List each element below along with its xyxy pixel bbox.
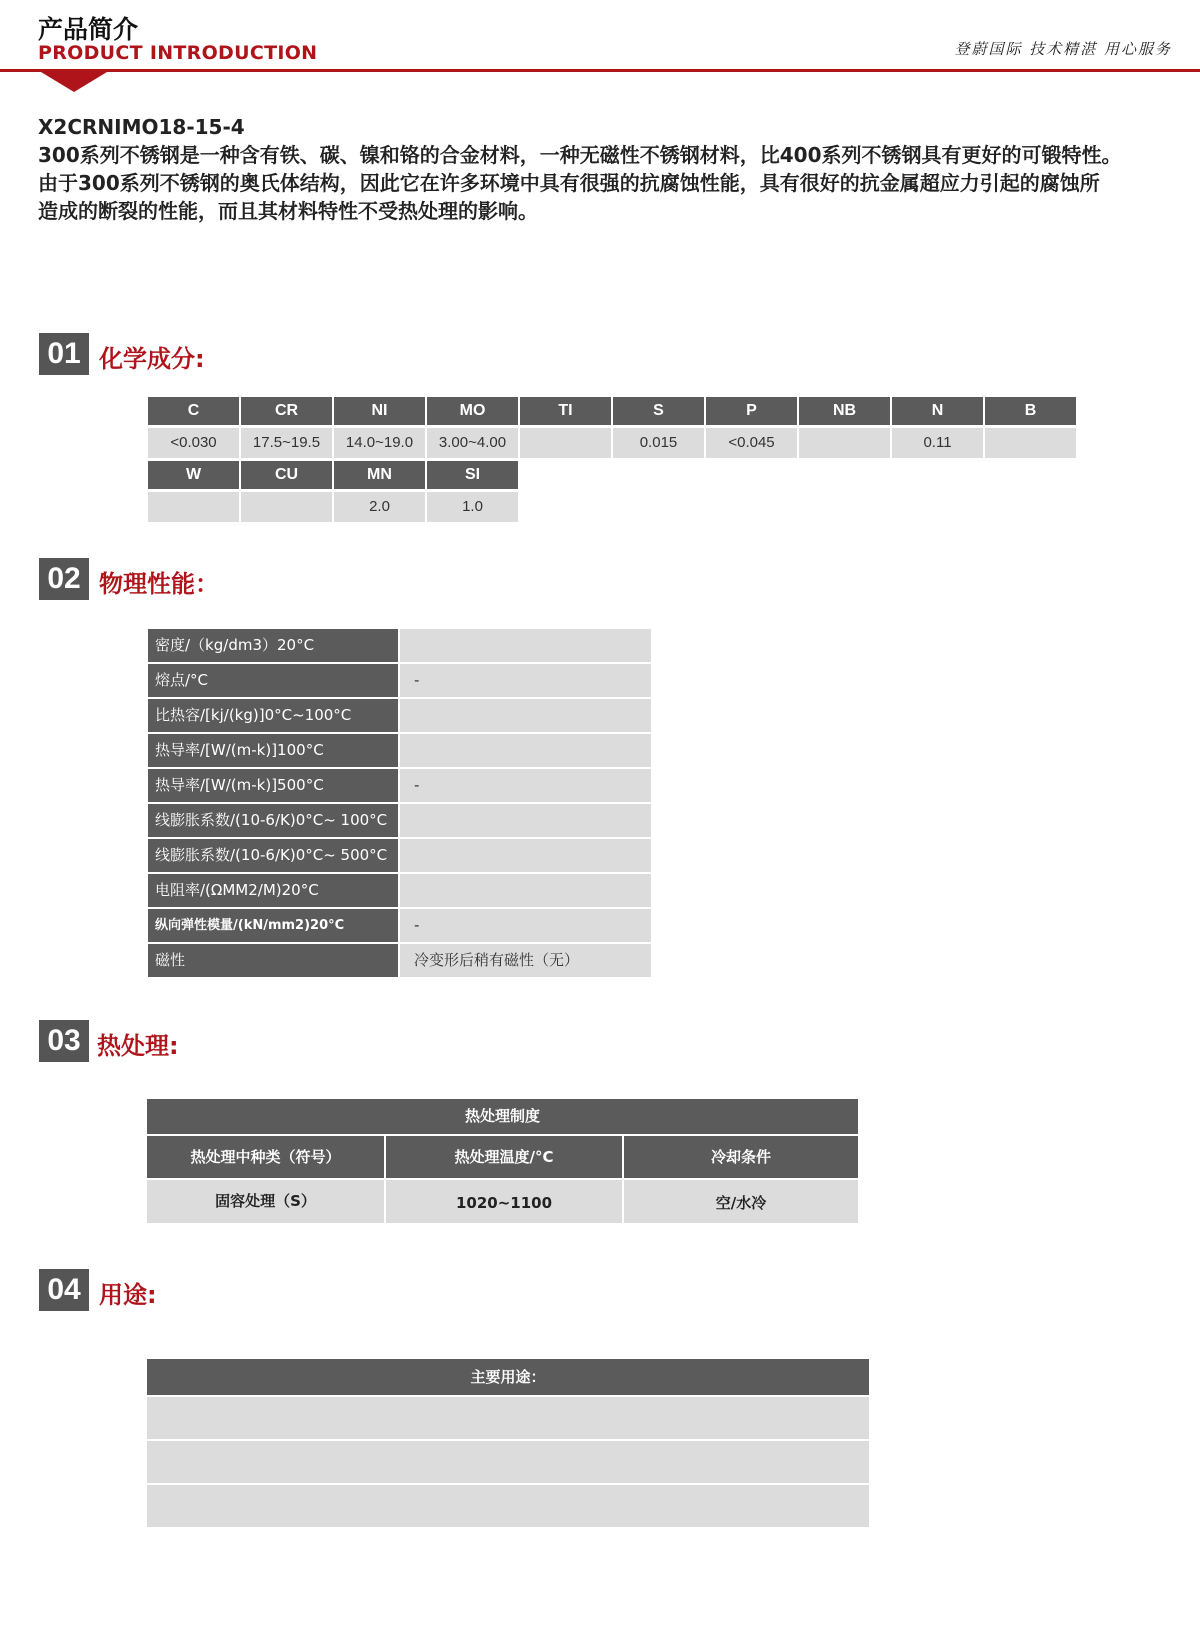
phys-label-cell: 线膨胀系数/(10-6/K)0°C~ 500°C [148,839,398,872]
chem-value-cell: 1.0 [427,492,518,522]
chem-value-cell [520,428,611,458]
chem-value-cell: 0.11 [892,428,983,458]
section-number: 02 [39,558,89,600]
heat-header-cell: 热处理中种类（符号） [147,1136,384,1178]
heat-header-cell: 冷却条件 [624,1136,858,1178]
header-slogan: 登蔚国际 技术精湛 用心服务 [954,40,1172,58]
phys-value-cell [400,839,651,872]
phys-value-cell [400,874,651,907]
phys-value-cell: - [400,909,651,942]
section-title: 热处理: [97,1032,179,1060]
chem-value-cell [241,492,332,522]
phys-label-cell: 密度/（kg/dm3）20°C [148,629,398,662]
chem-value-cell: 17.5~19.5 [241,428,332,458]
chem-value-cell: 2.0 [334,492,425,522]
phys-label-cell: 热导率/[W/(m-k)]500°C [148,769,398,802]
section-number: 04 [39,1269,89,1311]
header-title-cn: 产品简介 [38,15,139,44]
intro-line: 造成的断裂的性能，而且其材料特性不受热处理的影响。 [38,199,538,223]
section-title: 化学成分: [99,345,205,373]
heat-value-cell: 空/水冷 [624,1180,858,1223]
section-title: 物理性能： [99,570,219,598]
chem-value-cell: 3.00~4.00 [427,428,518,458]
phys-value-cell [400,804,651,837]
phys-label-cell: 纵向弹性模量/(kN/mm2)20°C [148,909,398,942]
usage-table-title: 主要用途： [147,1359,869,1395]
chem-header-cell: CU [241,461,332,489]
phys-label-cell: 比热容/[kj/(kg)]0°C~100°C [148,699,398,732]
intro-line: 300系列不锈钢是一种含有铁、碳、镍和铬的合金材料，一种无磁性不锈钢材料，比400系列不锈钢具有更好的可锻特性。 [38,143,1122,167]
usage-row [147,1485,869,1527]
chem-value-cell: 0.015 [613,428,704,458]
header-title-en: PRODUCT INTRODUCTION [38,42,318,64]
header-arrow-marker [41,72,107,92]
usage-row [147,1441,869,1483]
section-number: 01 [39,333,89,375]
phys-value-cell: 冷变形后稍有磁性（无） [400,944,651,977]
chem-header-cell: NB [799,397,890,425]
phys-value-cell [400,699,651,732]
heat-value-cell: 固容处理（S） [147,1180,384,1223]
chem-header-cell: SI [427,461,518,489]
phys-value-cell: - [400,769,651,802]
chem-value-cell: <0.045 [706,428,797,458]
chem-value-cell [148,492,239,522]
chem-value-cell: <0.030 [148,428,239,458]
chem-header-cell: W [148,461,239,489]
header-divider [0,69,1200,72]
product-grade: X2CRNIMO18-15-4 [38,115,245,139]
chem-header-cell: TI [520,397,611,425]
section-title: 用途: [99,1281,157,1309]
phys-value-cell: - [400,664,651,697]
phys-value-cell [400,734,651,767]
chem-header-cell: N [892,397,983,425]
product-intro [38,113,1168,225]
phys-label-cell: 电阻率/(ΩMM2/M)20°C [148,874,398,907]
chem-header-cell: NI [334,397,425,425]
phys-label-cell: 磁性 [148,944,398,977]
chem-header-cell: MO [427,397,518,425]
chem-header-cell: P [706,397,797,425]
chem-value-cell [799,428,890,458]
chem-header-cell: S [613,397,704,425]
intro-line: 由于300系列不锈钢的奥氏体结构，因此它在许多环境中具有很强的抗腐蚀性能，具有很好的抗金属超应力引起的腐蚀所 [38,171,1100,195]
chem-header-cell: B [985,397,1076,425]
chem-header-cell: C [148,397,239,425]
chem-header-cell: CR [241,397,332,425]
heat-table-title: 热处理制度 [147,1099,858,1134]
heat-header-cell: 热处理温度/°C [386,1136,622,1178]
section-number: 03 [39,1020,89,1062]
phys-label-cell: 线膨胀系数/(10-6/K)0°C~ 100°C [148,804,398,837]
usage-row [147,1397,869,1439]
chem-value-cell: 14.0~19.0 [334,428,425,458]
chem-value-cell [985,428,1076,458]
chem-header-cell: MN [334,461,425,489]
heat-value-cell: 1020~1100 [386,1180,622,1223]
phys-label-cell: 熔点/°C [148,664,398,697]
phys-value-cell [400,629,651,662]
phys-label-cell: 热导率/[W/(m-k)]100°C [148,734,398,767]
